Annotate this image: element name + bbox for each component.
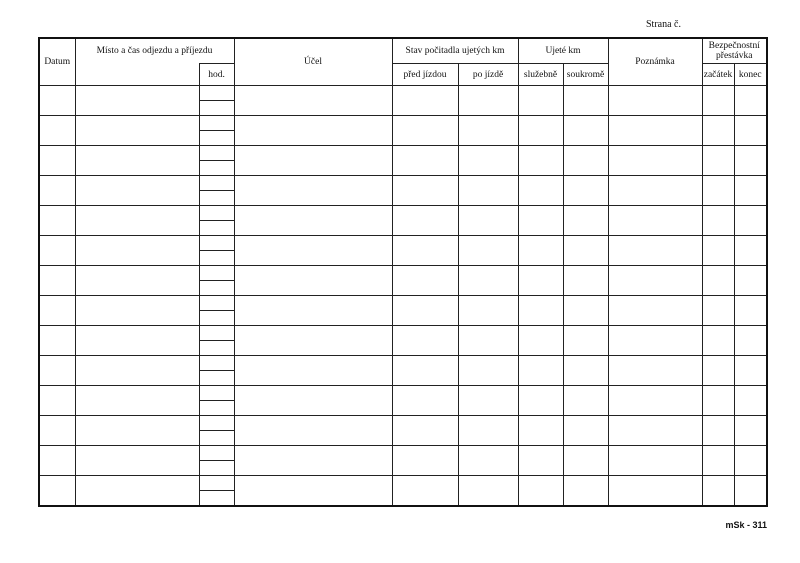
hour-cell-lower[interactable] — [199, 251, 234, 266]
odometer-before-cell[interactable] — [392, 446, 458, 476]
km-business-cell[interactable] — [518, 206, 563, 236]
odometer-after-cell[interactable] — [458, 446, 518, 476]
break-start-cell[interactable] — [702, 116, 734, 146]
note-cell[interactable] — [608, 86, 702, 116]
km-private-cell[interactable] — [563, 266, 608, 296]
table-row — [39, 326, 767, 341]
note-cell[interactable] — [608, 416, 702, 446]
date-cell[interactable] — [39, 86, 75, 116]
break-end-cell[interactable] — [734, 206, 767, 236]
purpose-cell[interactable] — [234, 416, 392, 446]
note-cell[interactable] — [608, 356, 702, 386]
place-time-cell[interactable] — [75, 416, 199, 446]
odometer-after-cell[interactable] — [458, 356, 518, 386]
note-cell[interactable] — [608, 386, 702, 416]
km-business-cell[interactable] — [518, 146, 563, 176]
odometer-before-cell[interactable] — [392, 236, 458, 266]
break-end-cell[interactable] — [734, 86, 767, 116]
hour-cell-lower[interactable] — [199, 281, 234, 296]
km-private-cell[interactable] — [563, 206, 608, 236]
km-business-cell[interactable] — [518, 236, 563, 266]
hour-cell-lower[interactable] — [199, 101, 234, 116]
km-business-cell[interactable] — [518, 86, 563, 116]
date-cell[interactable] — [39, 386, 75, 416]
km-private-cell[interactable] — [563, 476, 608, 507]
break-end-cell[interactable] — [734, 296, 767, 326]
table-row — [39, 476, 767, 491]
odometer-before-cell[interactable] — [392, 476, 458, 507]
odometer-before-cell[interactable] — [392, 146, 458, 176]
odometer-after-cell[interactable] — [458, 416, 518, 446]
place-time-cell[interactable] — [75, 446, 199, 476]
break-end-cell[interactable] — [734, 446, 767, 476]
hour-cell-lower[interactable] — [199, 491, 234, 507]
purpose-cell[interactable] — [234, 356, 392, 386]
hour-cell[interactable] — [199, 266, 234, 281]
odometer-before-cell[interactable] — [392, 416, 458, 446]
table-row — [39, 236, 767, 251]
place-time-cell[interactable] — [75, 146, 199, 176]
purpose-cell[interactable] — [234, 476, 392, 507]
break-start-cell[interactable] — [702, 326, 734, 356]
hour-cell[interactable] — [199, 116, 234, 131]
date-cell[interactable] — [39, 446, 75, 476]
table-header — [39, 38, 767, 86]
break-end-cell[interactable] — [734, 476, 767, 507]
odometer-before-cell[interactable] — [392, 86, 458, 116]
km-business-cell[interactable] — [518, 416, 563, 446]
km-private-cell[interactable] — [563, 236, 608, 266]
place-time-cell[interactable] — [75, 476, 199, 507]
hour-cell[interactable] — [199, 476, 234, 491]
hour-cell-lower[interactable] — [199, 131, 234, 146]
date-cell[interactable] — [39, 416, 75, 446]
note-cell[interactable] — [608, 476, 702, 507]
purpose-cell[interactable] — [234, 206, 392, 236]
break-start-cell[interactable] — [702, 296, 734, 326]
odometer-before-cell[interactable] — [392, 386, 458, 416]
odometer-before-cell[interactable] — [392, 116, 458, 146]
km-business-cell[interactable] — [518, 266, 563, 296]
table-row — [39, 266, 767, 281]
odometer-before-cell[interactable] — [392, 266, 458, 296]
purpose-cell[interactable] — [234, 446, 392, 476]
header-odometer: Stav počitadla ujetých km — [392, 38, 518, 64]
km-business-cell[interactable] — [518, 326, 563, 356]
table-body — [39, 86, 767, 507]
note-cell[interactable] — [608, 146, 702, 176]
place-time-cell[interactable] — [75, 266, 199, 296]
break-end-cell[interactable] — [734, 266, 767, 296]
table-row — [39, 386, 767, 401]
note-cell[interactable] — [608, 116, 702, 146]
purpose-cell[interactable] — [234, 386, 392, 416]
odometer-after-cell[interactable] — [458, 476, 518, 507]
purpose-cell[interactable] — [234, 296, 392, 326]
km-business-cell[interactable] — [518, 446, 563, 476]
date-cell[interactable] — [39, 296, 75, 326]
place-time-cell[interactable] — [75, 326, 199, 356]
km-private-cell[interactable] — [563, 296, 608, 326]
break-start-cell[interactable] — [702, 416, 734, 446]
hour-cell[interactable] — [199, 236, 234, 251]
hour-cell-lower[interactable] — [199, 341, 234, 356]
odometer-after-cell[interactable] — [458, 146, 518, 176]
km-private-cell[interactable] — [563, 416, 608, 446]
odometer-after-cell[interactable] — [458, 386, 518, 416]
note-cell[interactable] — [608, 236, 702, 266]
km-private-cell[interactable] — [563, 356, 608, 386]
header-hour: hod. — [199, 64, 234, 86]
trip-log-table — [38, 37, 768, 507]
header-km-driven: Ujeté km — [518, 38, 608, 64]
km-private-cell[interactable] — [563, 326, 608, 356]
note-cell[interactable] — [608, 206, 702, 236]
hour-cell-lower[interactable] — [199, 221, 234, 236]
odometer-after-cell[interactable] — [458, 176, 518, 206]
hour-cell[interactable] — [199, 326, 234, 341]
odometer-after-cell[interactable] — [458, 86, 518, 116]
purpose-cell[interactable] — [234, 86, 392, 116]
place-time-cell[interactable] — [75, 206, 199, 236]
km-business-cell[interactable] — [518, 116, 563, 146]
odometer-after-cell[interactable] — [458, 206, 518, 236]
purpose-cell[interactable] — [234, 116, 392, 146]
table-row — [39, 206, 767, 221]
page-number-label: Strana č. — [646, 19, 681, 30]
odometer-after-cell[interactable] — [458, 326, 518, 356]
odometer-before-cell[interactable] — [392, 176, 458, 206]
place-time-cell[interactable] — [75, 86, 199, 116]
km-private-cell[interactable] — [563, 146, 608, 176]
odometer-before-cell[interactable] — [392, 356, 458, 386]
date-cell[interactable] — [39, 146, 75, 176]
place-time-cell[interactable] — [75, 296, 199, 326]
break-end-cell[interactable] — [734, 326, 767, 356]
km-private-cell[interactable] — [563, 86, 608, 116]
table-row — [39, 446, 767, 461]
hour-cell[interactable] — [199, 446, 234, 461]
break-start-cell[interactable] — [702, 86, 734, 116]
hour-cell[interactable] — [199, 356, 234, 371]
table-row — [39, 356, 767, 371]
break-start-cell[interactable] — [702, 476, 734, 507]
break-start-cell[interactable] — [702, 356, 734, 386]
odometer-after-cell[interactable] — [458, 266, 518, 296]
header-break-start: začátek — [702, 64, 734, 86]
break-end-cell[interactable] — [734, 236, 767, 266]
odometer-before-cell[interactable] — [392, 206, 458, 236]
break-start-cell[interactable] — [702, 236, 734, 266]
hour-cell-lower[interactable] — [199, 461, 234, 476]
note-cell[interactable] — [608, 176, 702, 206]
hour-cell-lower[interactable] — [199, 431, 234, 446]
place-time-cell[interactable] — [75, 236, 199, 266]
km-private-cell[interactable] — [563, 386, 608, 416]
header-date: Datum — [39, 38, 75, 86]
km-business-cell[interactable] — [518, 356, 563, 386]
hour-cell[interactable] — [199, 146, 234, 161]
header-km-business: služebně — [518, 64, 563, 86]
break-end-cell[interactable] — [734, 116, 767, 146]
break-start-cell[interactable] — [702, 446, 734, 476]
table-row — [39, 86, 767, 101]
break-end-cell[interactable] — [734, 146, 767, 176]
note-cell[interactable] — [608, 296, 702, 326]
date-cell[interactable] — [39, 176, 75, 206]
purpose-cell[interactable] — [234, 176, 392, 206]
note-cell[interactable] — [608, 446, 702, 476]
note-cell[interactable] — [608, 326, 702, 356]
break-end-cell[interactable] — [734, 356, 767, 386]
table-row — [39, 296, 767, 311]
date-cell[interactable] — [39, 476, 75, 507]
purpose-cell[interactable] — [234, 146, 392, 176]
date-cell[interactable] — [39, 266, 75, 296]
header-purpose: Účel — [234, 38, 392, 86]
place-time-cell[interactable] — [75, 356, 199, 386]
odometer-after-cell[interactable] — [458, 296, 518, 326]
hour-cell-lower[interactable] — [199, 161, 234, 176]
break-start-cell[interactable] — [702, 176, 734, 206]
odometer-after-cell[interactable] — [458, 116, 518, 146]
km-business-cell[interactable] — [518, 296, 563, 326]
date-cell[interactable] — [39, 356, 75, 386]
km-private-cell[interactable] — [563, 446, 608, 476]
form-code: mSk - 311 — [725, 520, 767, 530]
break-start-cell[interactable] — [702, 146, 734, 176]
table-row — [39, 176, 767, 191]
hour-cell[interactable] — [199, 416, 234, 431]
header-odometer-after: po jízdě — [458, 64, 518, 86]
km-business-cell[interactable] — [518, 176, 563, 206]
hour-cell[interactable] — [199, 176, 234, 191]
hour-cell-lower[interactable] — [199, 191, 234, 206]
header-odometer-before: před jízdou — [392, 64, 458, 86]
date-cell[interactable] — [39, 236, 75, 266]
header-km-private: soukromě — [563, 64, 608, 86]
odometer-before-cell[interactable] — [392, 296, 458, 326]
break-start-cell[interactable] — [702, 266, 734, 296]
hour-cell[interactable] — [199, 386, 234, 401]
purpose-cell[interactable] — [234, 236, 392, 266]
note-cell[interactable] — [608, 266, 702, 296]
km-private-cell[interactable] — [563, 176, 608, 206]
date-cell[interactable] — [39, 326, 75, 356]
purpose-cell[interactable] — [234, 266, 392, 296]
header-place-time: Místo a čas odjezdu a příjezdu — [75, 38, 234, 64]
header-note: Poznámka — [608, 38, 702, 86]
date-cell[interactable] — [39, 206, 75, 236]
km-business-cell[interactable] — [518, 386, 563, 416]
table-row — [39, 416, 767, 431]
break-end-cell[interactable] — [734, 386, 767, 416]
place-time-cell[interactable] — [75, 386, 199, 416]
break-start-cell[interactable] — [702, 206, 734, 236]
hour-cell[interactable] — [199, 86, 234, 101]
purpose-cell[interactable] — [234, 326, 392, 356]
hour-cell-lower[interactable] — [199, 371, 234, 386]
hour-cell[interactable] — [199, 206, 234, 221]
table-row — [39, 146, 767, 161]
odometer-after-cell[interactable] — [458, 236, 518, 266]
break-end-cell[interactable] — [734, 416, 767, 446]
table-row — [39, 116, 767, 131]
break-end-cell[interactable] — [734, 176, 767, 206]
place-time-cell[interactable] — [75, 176, 199, 206]
header-safety-break: Bezpečnostní přestávka — [702, 38, 767, 64]
hour-cell-lower[interactable] — [199, 401, 234, 416]
place-time-cell[interactable] — [75, 116, 199, 146]
km-business-cell[interactable] — [518, 476, 563, 507]
hour-cell-lower[interactable] — [199, 311, 234, 326]
header-place-time-spacer — [75, 64, 199, 86]
hour-cell[interactable] — [199, 296, 234, 311]
odometer-before-cell[interactable] — [392, 326, 458, 356]
break-start-cell[interactable] — [702, 386, 734, 416]
km-private-cell[interactable] — [563, 116, 608, 146]
date-cell[interactable] — [39, 116, 75, 146]
header-break-end: konec — [734, 64, 767, 86]
